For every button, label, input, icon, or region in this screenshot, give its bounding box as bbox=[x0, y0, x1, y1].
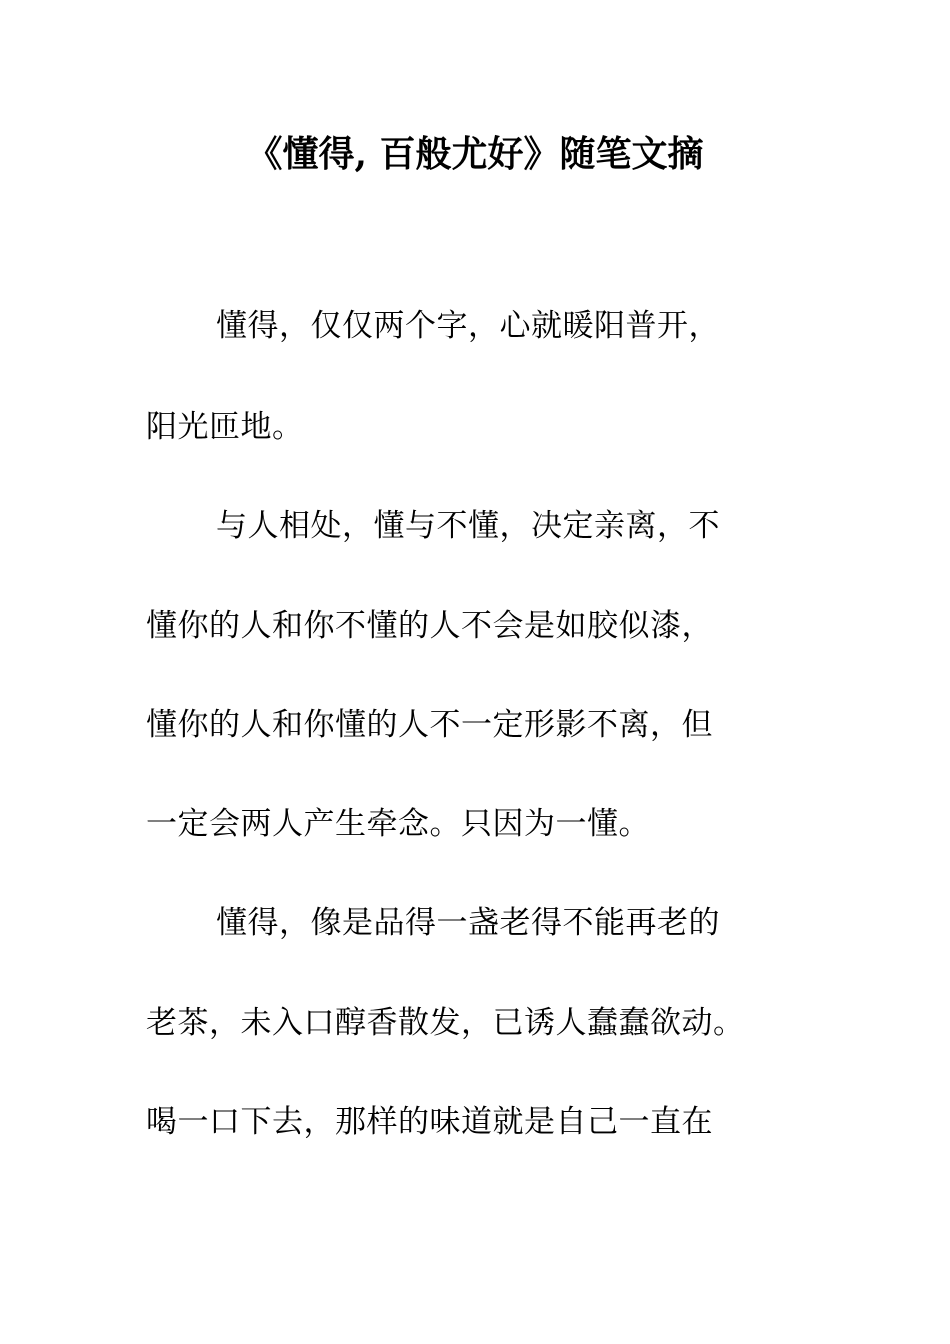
paragraph-line: 与人相处，懂与不懂，决定亲离，不 bbox=[216, 508, 720, 544]
paragraph-line: 懂你的人和你懂的人不一定形影不离，但 bbox=[146, 707, 713, 743]
paragraph-line: 懂你的人和你不懂的人不会是如胶似漆， bbox=[146, 608, 713, 644]
document-title: 《懂得, 百般尤好》随笔文摘 bbox=[246, 133, 704, 175]
paragraph-line: 懂得，仅仅两个字，心就暖阳普开， bbox=[216, 308, 720, 344]
paragraph-line: 老茶，未入口醇香散发，已诱人蠢蠢欲动。 bbox=[146, 1005, 745, 1041]
paragraph-line: 阳光匝地。 bbox=[146, 409, 304, 445]
paragraph-line: 喝一口下去，那样的味道就是自己一直在 bbox=[146, 1104, 713, 1140]
paragraph-line: 懂得，像是品得一盏老得不能再老的 bbox=[216, 905, 720, 941]
paragraph-line: 一定会两人产生牵念。只因为一懂。 bbox=[146, 806, 650, 842]
